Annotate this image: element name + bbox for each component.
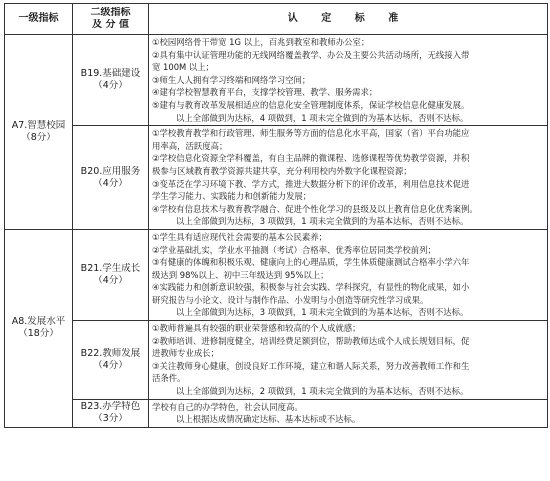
criteria-line: 用率高，活跃度高； <box>152 140 228 151</box>
criteria-table <box>4 3 548 428</box>
level2-score: （4分） <box>93 80 128 92</box>
criteria-line: 学校有自己的办学特色，社会认同度高。 <box>152 401 303 412</box>
criteria-cell <box>149 399 548 427</box>
header-level2-line1: 二级指标 <box>90 7 131 18</box>
criteria-summary: 以上全部做到为达标，3 项做到，1 项未完全做到的为基本达标，否则不达标。 <box>176 307 469 318</box>
criteria-line: ②学校信息化资源全学科覆盖，有自主品牌的微课程、选修课程等优势教学资源，并积 <box>152 153 470 164</box>
criteria-line: ②具有集中认证管理功能的无线网络覆盖教学、办公及主要公共活动场所，无线接入带 <box>152 49 470 60</box>
table-row <box>5 126 548 230</box>
level1-name: A7.智慧校园 <box>11 119 66 131</box>
criteria-cell <box>149 229 548 320</box>
level2-name: B19.基础建设 <box>80 68 141 80</box>
header-level2 <box>73 4 149 35</box>
criteria-line: ①学校教育教学和行政管理、师生服务等方面的信息化水平高，国家（省）平台功能应 <box>152 128 470 139</box>
level2-cell <box>73 321 149 400</box>
level1-score: （18分） <box>18 328 59 340</box>
level1-cell <box>5 35 73 230</box>
level2-score: （4分） <box>93 359 128 371</box>
criteria-line: ③变革泛在学习环境下教、学方式，推进大数据分析下的评价改革，利用信息技术促进 <box>152 178 470 189</box>
criteria-cell <box>149 321 548 400</box>
criteria-line: ①教师普遍具有较强的职业荣誉感和较高的个人成就感； <box>152 323 361 334</box>
criteria-line: ②学业基础扎实，学业水平抽测（考试）合格率、优秀率位居同类学校前列； <box>152 244 436 255</box>
level2-name: B23.办学特色 <box>80 401 141 413</box>
criteria-summary: 以上全部做到为达标，4 项做到，1 项未完全做到的为基本达标，否则不达标。 <box>176 112 469 123</box>
level2-cell <box>73 229 149 320</box>
criteria-line: ⑤建有与教育改革发展相适应的信息化安全管理制度体系，保证学校信息化健康发展。 <box>152 99 470 110</box>
criteria-line: 进教师专业成长； <box>152 348 219 359</box>
level2-score: （3分） <box>93 413 128 425</box>
criteria-summary: 以上全部做到为达标，2 项做到，1 项未完全做到的为基本达标，否则不达标。 <box>176 386 469 397</box>
level1-score: （8分） <box>21 131 56 143</box>
level2-cell <box>73 126 149 230</box>
criteria-cell <box>149 35 548 126</box>
criteria-line: ③关注教师身心健康，创设良好工作环境，建立和谐人际关系，努力改善教师工作和生 <box>152 360 470 371</box>
criteria-line: ④学校有信息技术与教育教学融合、促进个性化学习的县级及以上教育信息化优秀案例。 <box>152 203 478 214</box>
table-row <box>5 399 548 427</box>
level2-name: B21.学生成长 <box>80 262 141 274</box>
criteria-summary: 以上根据达成情况确定达标、基本达标或不达标。 <box>176 414 361 425</box>
criteria-line: ②教师培训、进修制度健全，培训经费足额到位，帮助教师达成个人成长规划目标，促 <box>152 335 470 346</box>
table-row <box>5 229 548 320</box>
table-row <box>5 35 548 126</box>
table-row <box>5 321 548 400</box>
level1-cell <box>5 229 73 427</box>
criteria-line: 极参与区域教育教学资源共建共享，充分利用校内外数字化课程资源； <box>152 165 412 176</box>
header-level2-line2: 及 分 值 <box>92 19 129 30</box>
criteria-line: 级达到 98%以上、初中三年级达到 95%以上； <box>152 269 329 280</box>
level2-score: （4分） <box>93 177 128 189</box>
level2-cell <box>73 399 149 427</box>
criteria-line: ④建有学校智慧教育平台，支撑学校管理、教学、服务需求； <box>152 87 378 98</box>
criteria-line: 研究报告与小论文、设计与制作作品、小发明与小创造等研究性学习成果。 <box>152 294 429 305</box>
header-criteria: 认 定 标 准 <box>149 4 548 35</box>
criteria-line: ③师生人人拥有学习终端和网络学习空间； <box>152 74 311 85</box>
criteria-line: ③有健康的体魄和积极乐观、健康向上的心理品质，学生体质健康测试合格率小学六年 <box>152 257 470 268</box>
criteria-line: 活条件。 <box>152 373 186 384</box>
criteria-summary: 以上全部做到为达标，3 项做到，1 项未完全做到的为基本达标，否则不达标。 <box>176 216 469 227</box>
criteria-line: ①学生具有适应现代社会需要的基本公民素养； <box>152 231 328 242</box>
level2-cell <box>73 35 149 126</box>
criteria-line: 学生学习能力、实践能力和创新能力发展； <box>152 191 312 202</box>
criteria-line: ④实践能力和创新意识较强，积极参与社会实践、学科探究，有显性的物化成果，如小 <box>152 282 470 293</box>
level2-name: B20.应用服务 <box>80 165 141 177</box>
level2-score: （4分） <box>93 274 128 286</box>
criteria-line: 宽 100M 以上； <box>152 62 215 73</box>
criteria-line: ①校园网络骨干带宽 1G 以上，百兆到教室和教师办公室； <box>152 37 370 47</box>
criteria-cell <box>149 126 548 230</box>
level1-name: A8.发展水平 <box>11 316 66 328</box>
header-level1: 一级指标 <box>5 4 73 35</box>
header-row <box>5 4 548 35</box>
level2-name: B22.教师发展 <box>80 347 141 359</box>
